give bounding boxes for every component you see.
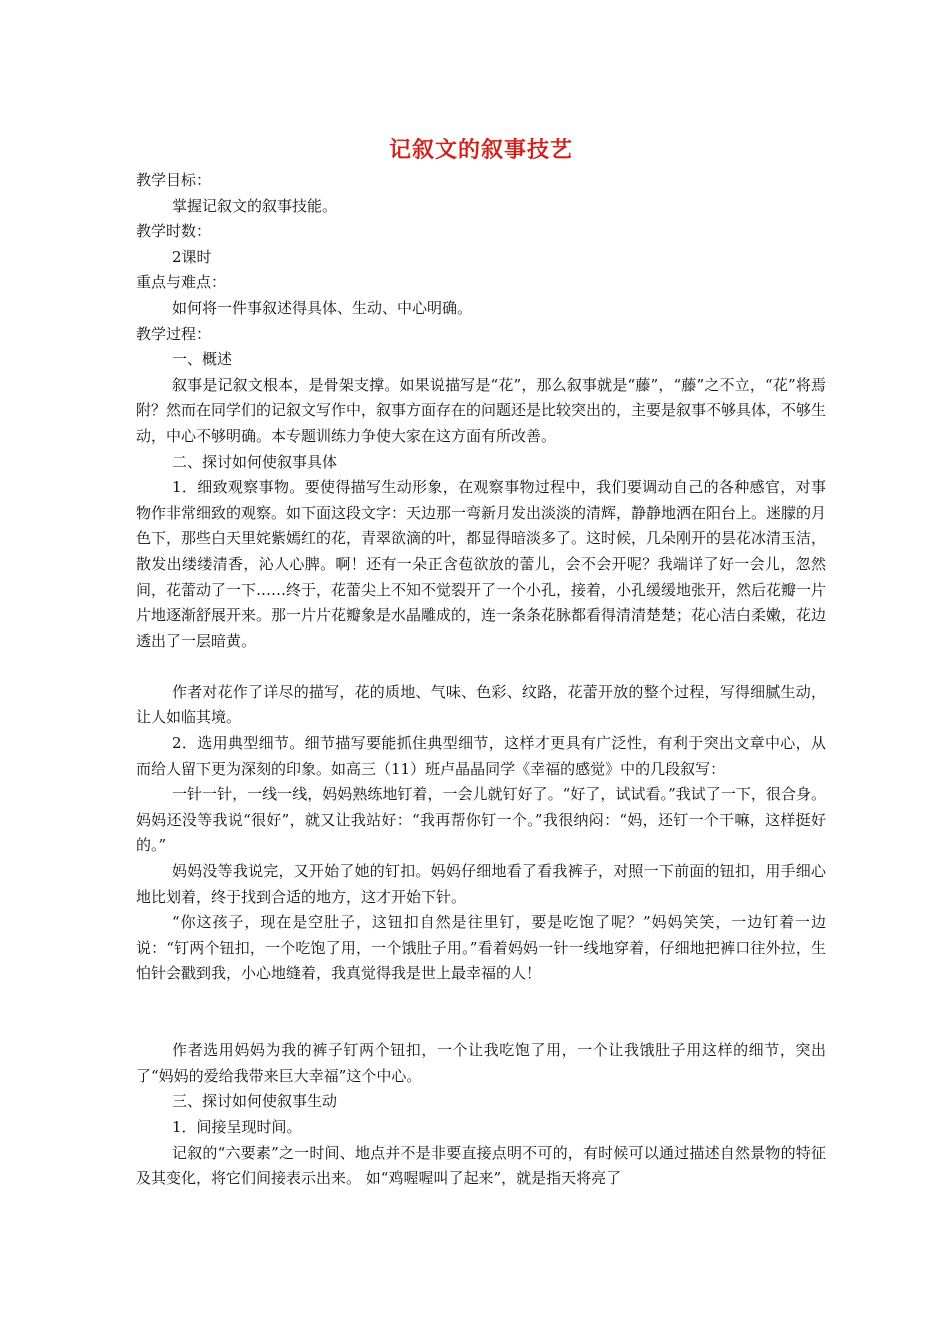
quote-paragraph-3: “你这孩子，现在是空肚子，这钮扣自然是往里钉，要是吃饱了呢？”妈妈笑笑，一边钉着一边说：“钉两个钮扣，一个吃饱了用，一个饿肚子用。”看着妈妈一针一线地穿着，仔细地把裤口往外拉，生怕针会戳到我，小心地缝着，我真觉得我是世上最幸福的人！ (136, 913, 826, 983)
quote-paragraph-2: 妈妈没等我说完，又开始了她的钉扣。妈妈仔细地看了看我裤子，对照一下前面的钮扣，用手细心地比划着，终于找到合适的地方，这才开始下针。 (136, 862, 826, 906)
key-label: 重点与难点： (136, 273, 227, 292)
goal-text: 掌握记叙文的叙事技能。 (172, 196, 338, 215)
quote-paragraph-1: 一针一针，一线一线，妈妈熟练地钉着，一会儿就钉好了。“好了，试试看。”我试了一下，很合身。妈妈还没等我说“很好”，就又让我站好：“我再帮你钉一个。”我很纳闷：“妈，还钉一个干嘛，这样挺好的。” (136, 785, 826, 855)
section-2-item-2: 2．选用典型细节。细节描写要能抓住典型细节，这样才更具有广泛性，有利于突出文章中心，从而给人留下更为深刻的印象。如高三（11）班卢晶晶同学《幸福的感觉》中的几段叙写： (136, 734, 826, 778)
spacer (136, 987, 826, 1038)
section-2-heading: 二、探讨如何使叙事具体 (172, 452, 338, 471)
process-label: 教学过程： (136, 324, 212, 343)
section-2-comment-1: 作者对花作了详尽的描写，花的质地、气味、色彩、纹路，花蕾开放的整个过程，写得细腻生动，让人如临其境。 (136, 682, 826, 727)
section-1-heading: 一、概述 (172, 350, 233, 369)
key-text: 如何将一件事叙述得具体、生动、中心明确。 (172, 298, 473, 317)
document-page (136, 132, 826, 1192)
hours-label: 教学时数： (136, 222, 212, 241)
spacer (136, 654, 826, 680)
section-2-item-1: 1．细致观察事物。要使得描写生动形象，在观察事物过程中，我们要调动自己的各种感官，对事物作非常细致的观察。如下面这段文字：天边那一弯新月发出淡淡的清辉，静静地洒在阳台上。迷朦的月色下，那些白天里姹紫嫣红的花，青翠欲滴的叶，都显得暗淡多了。这时候，几朵刚开的昙花冰清玉洁，散发出缕缕清香，沁人心脾。啊！还有一朵正含苞欲放的蕾儿，会不会开呢？我端详了好一会儿，忽然间，花蕾动了一下……终于，花蕾尖上不知不觉裂开了一个小孔，接着，小孔缓缓地张开，然后花瓣一片片地逐渐舒展开来。那一片片花瓣象是水晶雕成的，连一条条花脉都看得清清楚楚；花心洁白柔嫩，花边透出了一层暗黄。 (136, 478, 827, 650)
document-title: 记叙文的叙事技艺 (388, 137, 573, 163)
section-2-comment-2: 作者选用妈妈为我的裤子钉两个钮扣，一个让我吃饱了用，一个让我饿肚子用这样的细节，突出了“妈妈的爱给我带来巨大幸福”这个中心。 (136, 1041, 826, 1085)
section-1-paragraph: 叙事是记叙文根本，是骨架支撑。如果说描写是“花”，那么叙事就是“藤”，“藤”之不立，“花”将焉附？然而在同学们的记叙文写作中，叙事方面存在的问题还是比较突出的，主要是叙事不够具体，不够生动，中心不够明确。本专题训练力争使大家在这方面有所改善。 (136, 375, 827, 445)
section-3-item-1: 1．间接呈现时间。 (172, 1117, 302, 1136)
section-3-paragraph: 记叙的“六要素”之一时间、地点并不是非要直接点明不可的，有时候可以通过描述自然景物的特征及其变化，将它们间接表示出来。 如“鸡喔喔叫了起来”，就是指天将亮了 (136, 1143, 826, 1188)
goal-label: 教学目标： (136, 171, 212, 189)
section-3-heading: 三、探讨如何使叙事生动 (172, 1092, 338, 1111)
hours-text: 2课时 (172, 247, 212, 266)
